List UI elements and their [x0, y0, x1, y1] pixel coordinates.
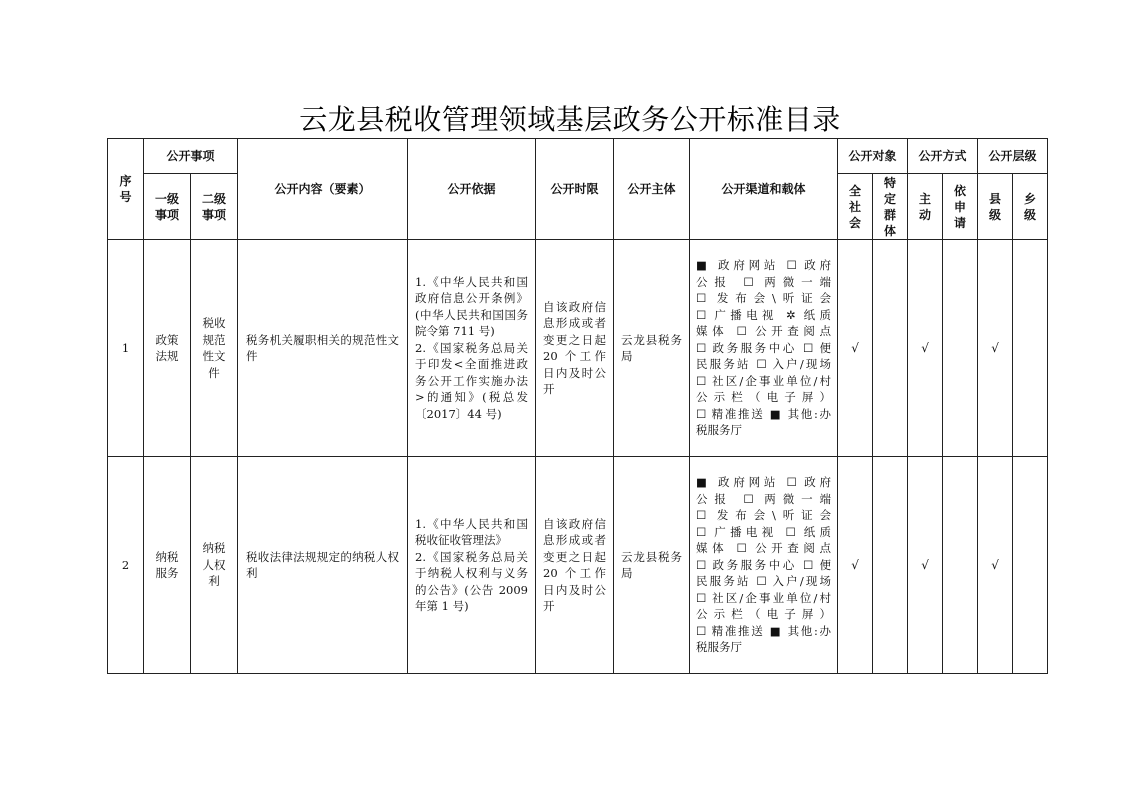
row-level-township: [1013, 457, 1048, 674]
row-basis: 1.《中华人民共和国政府信息公开条例》(中华人民共和国国务院令第 711 号) 2.《国家税务总局关于印发<全面推进政务公开工作实施办法>的通知》(税总发〔2017〕44 号): [408, 240, 536, 457]
channel-line: ☐ 发布会\听证会: [696, 508, 832, 523]
row-audience-specific: [873, 240, 908, 457]
channel-line: 公示栏（电子屏）: [696, 607, 832, 622]
table-row: [108, 240, 1048, 457]
header-level-county: 县级: [978, 174, 1013, 240]
header-audience-specific: 特定群体: [873, 174, 908, 240]
channel-line: ☐ 政务服务中心 ☐ 便: [696, 557, 832, 572]
row-basis: 1.《中华人民共和国税收征收管理法》 2.《国家税务总局关于纳税人权利与义务的公告》(公告 2009 年第 1 号): [408, 457, 536, 674]
row-level2: 纳税人权利: [191, 457, 238, 674]
header-subject: 公开主体: [614, 139, 690, 240]
header-method: 公开方式: [908, 139, 978, 174]
channel-line: ■ 政府网站 ☐ 政府: [696, 475, 832, 490]
header-level1: 一级事项: [144, 174, 191, 240]
header-audience-all: 全社会: [838, 174, 873, 240]
row-content: 税务机关履职相关的规范性文件: [238, 240, 408, 457]
row-subject: 云龙县税务局: [614, 457, 690, 674]
header-basis: 公开依据: [408, 139, 536, 240]
row-content: 税收法律法规规定的纳税人权利: [238, 457, 408, 674]
channel-line: 公报 ☐ 两微一端: [696, 274, 832, 289]
table-row: [108, 457, 1048, 674]
header-channels: 公开渠道和载体: [690, 139, 838, 240]
row-method-active: √: [908, 240, 943, 457]
channel-line: 媒体 ☐ 公开查阅点: [696, 324, 832, 339]
channel-line: 民服务站 ☐ 入户/现场: [696, 574, 832, 589]
header-audience: 公开对象: [838, 139, 908, 174]
table-body: [108, 240, 1048, 674]
row-level1: 政策法规: [144, 240, 191, 457]
header-method-active: 主动: [908, 174, 943, 240]
row-method-apply: [943, 240, 978, 457]
row-subject: 云龙县税务局: [614, 240, 690, 457]
channel-line: 公报 ☐ 两微一端: [696, 491, 832, 506]
channel-line: 税服务厅: [696, 640, 743, 655]
row-level1: 纳税服务: [144, 457, 191, 674]
row-audience-all: √: [838, 240, 873, 457]
row-audience-all: √: [838, 457, 873, 674]
page-title: 云龙县税收管理领域基层政务公开标准目录: [299, 103, 841, 136]
channel-line: ☐ 社区/企事业单位/村: [696, 373, 832, 388]
row-seq: 1: [108, 240, 144, 457]
row-time-limit: 自该政府信息形成或者变更之日起 20 个工作日内及时公开: [536, 240, 614, 457]
channel-line: ☐ 广播电视 ☐ 纸质: [696, 524, 832, 539]
channel-line: ☐ 政务服务中心 ☐ 便: [696, 340, 832, 355]
row-seq: 2: [108, 457, 144, 674]
channel-line: ☐ 发布会\听证会: [696, 291, 832, 306]
header-level: 公开层级: [978, 139, 1048, 174]
channel-line: ☐ 精准推送 ■ 其他:办: [696, 623, 832, 638]
channel-line: ☐ 精准推送 ■ 其他:办: [696, 406, 832, 421]
header-time-limit: 公开时限: [536, 139, 614, 240]
row-level-county: √: [978, 240, 1013, 457]
header-matter: 公开事项: [144, 139, 238, 174]
row-level-county: √: [978, 457, 1013, 674]
row-method-active: √: [908, 457, 943, 674]
channel-line: ☐ 社区/企事业单位/村: [696, 590, 832, 605]
channel-line: 媒体 ☐ 公开查阅点: [696, 541, 832, 556]
channel-line: 公示栏（电子屏）: [696, 390, 832, 405]
row-level2: 税收规范性文件: [191, 240, 238, 457]
row-time-limit: 自该政府信息形成或者变更之日起 20 个工作日内及时公开: [536, 457, 614, 674]
row-channels: [690, 240, 838, 457]
row-channels: [690, 457, 838, 674]
table-header: [108, 139, 1048, 240]
header-seq: 序号: [108, 139, 144, 240]
catalog-table: [107, 138, 1048, 674]
channel-line: 税服务厅: [696, 423, 743, 438]
channel-line: 民服务站 ☐ 入户/现场: [696, 357, 832, 372]
header-level2: 二级事项: [191, 174, 238, 240]
header-content: 公开内容（要素）: [238, 139, 408, 240]
row-level-township: [1013, 240, 1048, 457]
row-method-apply: [943, 457, 978, 674]
header-level-township: 乡级: [1013, 174, 1048, 240]
header-method-apply: 依申请: [943, 174, 978, 240]
channel-line: ■ 政府网站 ☐ 政府: [696, 258, 832, 273]
row-audience-specific: [873, 457, 908, 674]
channel-line: ☐ 广播电视 ✲ 纸质: [696, 307, 832, 322]
